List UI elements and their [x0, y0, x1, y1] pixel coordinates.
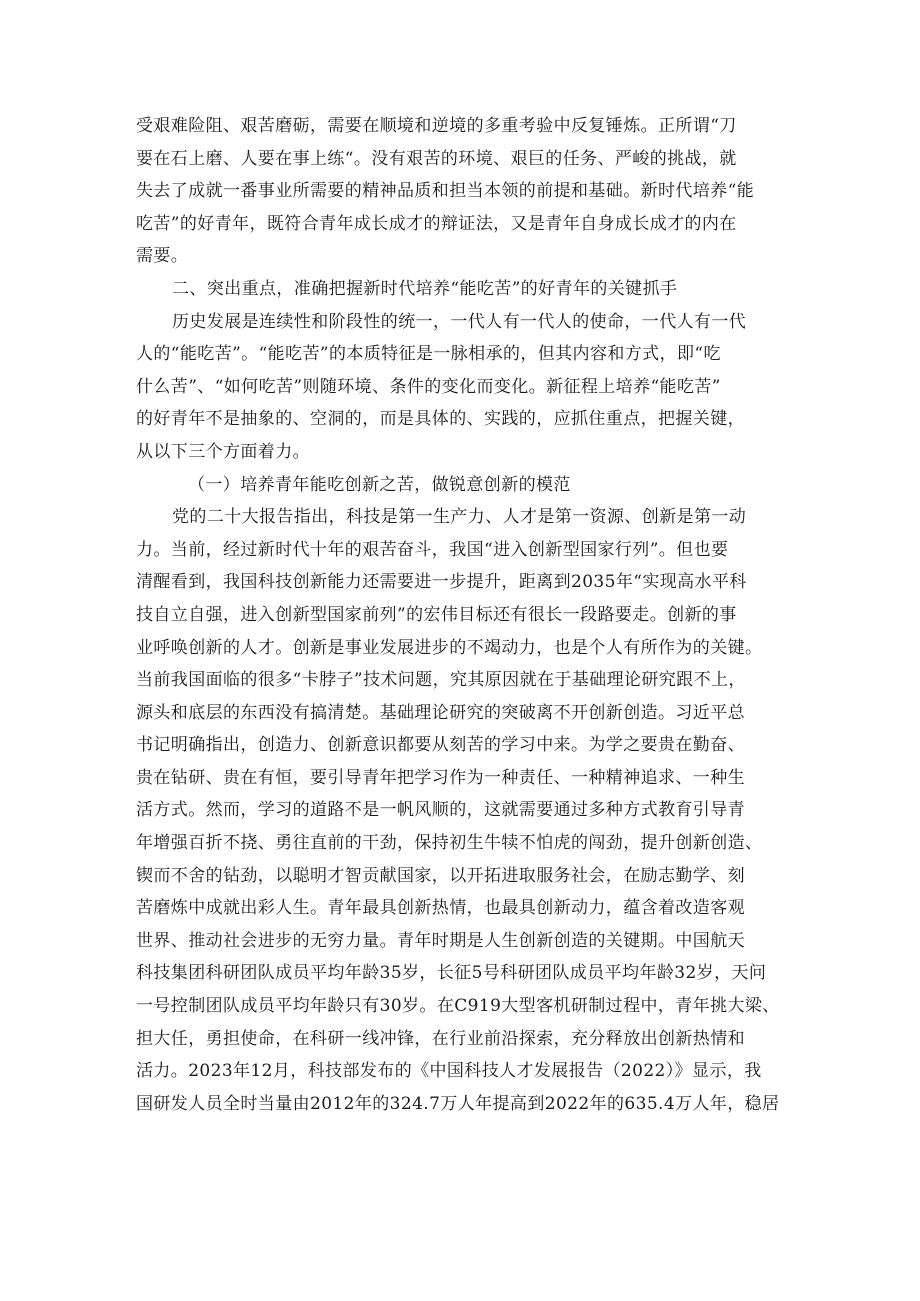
subsection-heading: （一）培养青年能吃创新之苦，做锐意创新的模范	[188, 474, 571, 495]
text-line: 活方式。然而，学习的道路不是一帆风顺的，这就需要通过多种方式教育引导青	[136, 800, 745, 821]
text-line: 贵在钻研、贵在有恒，要引导青年把学习作为一种责任、一种精神追求、一种生	[136, 767, 745, 788]
body-text	[136, 110, 796, 1120]
text-line: 书记明确指出，创造力、创新意识都要从刻苦的学习中来。为学之要贵在勤奋、	[136, 735, 745, 756]
text-line: 失去了成就一番事业所需要的精神品质和担当本领的前提和基础。新时代培养“能	[136, 181, 755, 202]
text-line: 业呼唤创新的人才。创新是事业发展进步的不竭动力，也是个人有所作为的关键。	[136, 637, 763, 658]
text-line: 清醒看到，我国科技创新能力还需要进一步提升，距离到2035年“实现高水平科	[136, 572, 747, 593]
section-heading: 二、突出重点，准确把握新时代培养“能吃苦”的好青年的关键抓手	[172, 278, 678, 299]
text-line: 需要。	[136, 246, 189, 267]
text-line: 人的“能吃苦”。“能吃苦”的本质特征是一脉相承的，但其内容和方式，即“吃	[136, 344, 721, 365]
text-line: 受艰难险阻、艰苦磨砺，需要在顺境和逆境的多重考验中反复锤炼。正所谓“刀	[136, 116, 737, 136]
text-line: 活力。2023年12月，科技部发布的《中国科技人才发展报告（2022）》显示，我	[136, 1061, 762, 1082]
text-line: 担大任，勇担使命，在科研一线冲锋，在行业前沿探索，充分释放出创新热情和	[136, 1028, 745, 1049]
text-line: 当前我国面临的很多“卡脖子”技术问题，究其原因就在于基础理论研究跟不上，	[136, 670, 746, 691]
text-line: 技自立自强，进入创新型国家前列”的宏伟目标还有很长一段路要走。创新的事	[136, 604, 737, 625]
text-line: 吃苦”的好青年，既符合青年成长成才的辩证法，又是青年自身成长成才的内在	[136, 213, 737, 234]
text-line: 源头和底层的东西没有搞清楚。基础理论研究的突破离不开创新创造。习近平总	[136, 702, 745, 723]
text-line: 锲而不舍的钻劲，以聪明才智贡献国家，以开拓进取服务社会，在励志勤学、刻	[136, 865, 745, 886]
text-line: 什么苦”、“如何吃苦”则随环境、条件的变化而变化。新征程上培养“能吃苦”	[136, 376, 721, 397]
text-line: 年增强百折不挠、勇往直前的干劲，保持初生牛犊不怕虎的闯劲，提升创新创造、	[136, 833, 763, 854]
paragraph-start: 历史发展是连续性和阶段性的统一，一代人有一代人的使命，一代人有一代	[172, 311, 747, 332]
text-line: 世界、推动社会进步的无穷力量。青年时期是人生创新创造的关键期。中国航天	[136, 930, 745, 951]
paragraph-start: 党的二十大报告指出，科技是第一生产力、人才是第一资源、创新是第一动	[172, 507, 747, 528]
text-line: 的好青年不是抽象的、空洞的，而是具体的、实践的，应抓住重点，把握关键，	[136, 409, 745, 430]
text-line: 从以下三个方面着力。	[136, 441, 310, 462]
text-line: 苦磨炼中成就出彩人生。青年最具创新热情，也最具创新动力，蕴含着改造客观	[136, 898, 745, 919]
text-line: 力。当前，经过新时代十年的艰苦奋斗，我国“进入创新型国家行列”。但也要	[136, 539, 729, 560]
text-line: 要在石上磨、人要在事上练“。没有艰苦的环境、艰巨的任务、严峻的挑战，就	[136, 148, 737, 169]
text-line: 国研发人员全时当量由2012年的324.7万人年提高到2022年的635.4万人年，稳居	[136, 1093, 780, 1114]
text-line: 科技集团科研团队成员平均年龄35岁，长征5号科研团队成员平均年龄32岁，天问	[136, 963, 767, 984]
text-line: 一号控制团队成员平均年龄只有30岁。在C919大型客机研制过程中，青年挑大梁、	[136, 996, 780, 1017]
